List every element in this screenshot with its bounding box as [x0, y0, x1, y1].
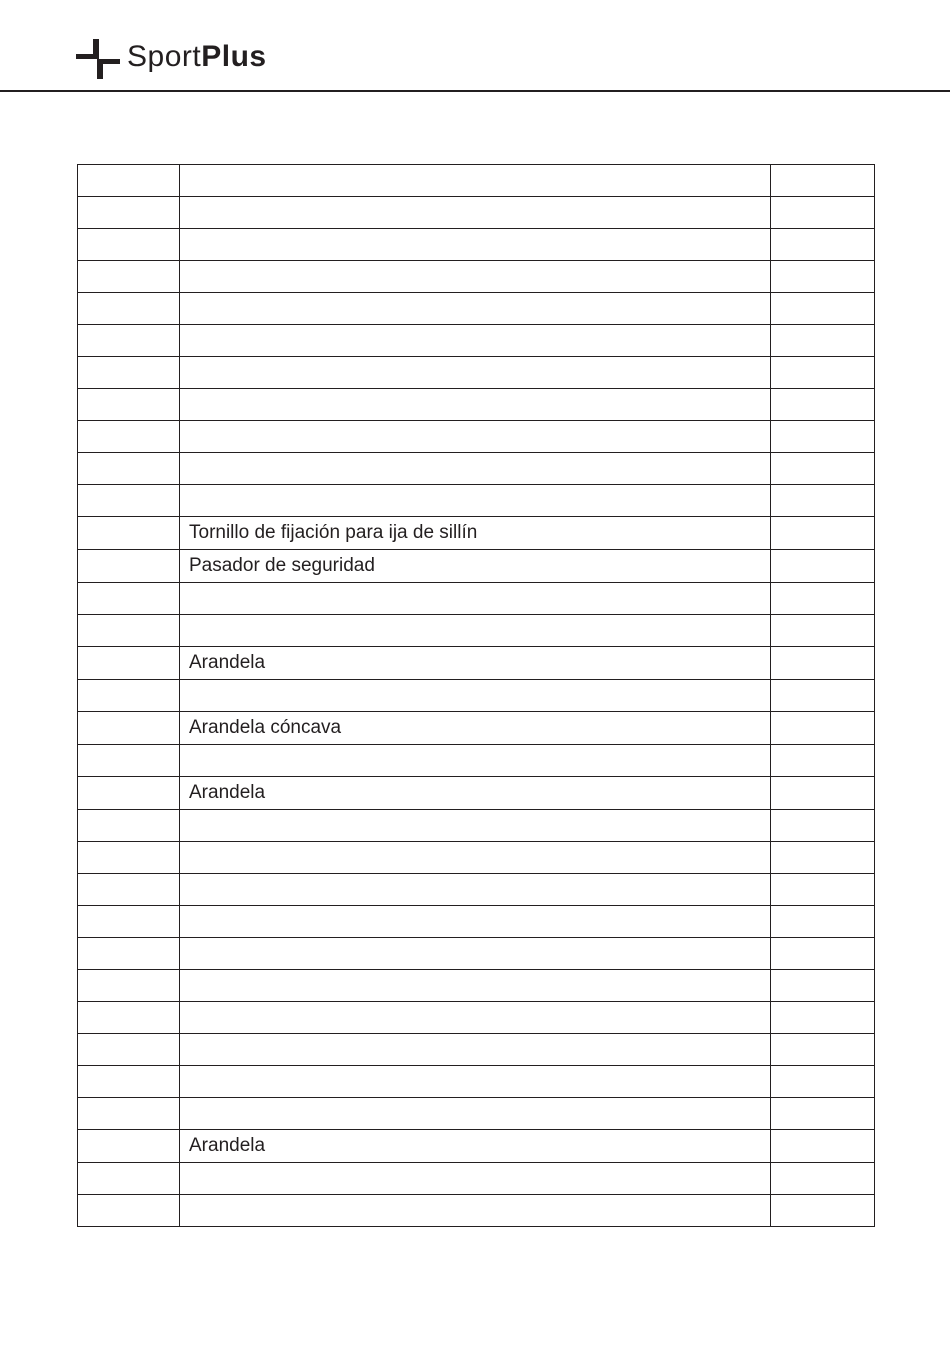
part-description-cell: [180, 680, 771, 712]
part-quantity-cell: [771, 745, 875, 777]
part-number-cell: [78, 680, 180, 712]
part-number-cell: [78, 389, 180, 421]
brand-name-bold: Plus: [201, 40, 267, 73]
table-row: [78, 970, 875, 1002]
table-row: [78, 325, 875, 357]
table-row: [78, 389, 875, 421]
part-quantity-cell: [771, 421, 875, 453]
part-quantity-cell: [771, 842, 875, 874]
part-number-cell: [78, 1098, 180, 1130]
part-number-cell: [78, 165, 180, 197]
part-quantity-cell: [771, 325, 875, 357]
part-description-cell: [180, 810, 771, 842]
part-quantity-cell: [771, 261, 875, 293]
part-description-cell: [180, 389, 771, 421]
table-row: [78, 293, 875, 325]
table-row: [78, 421, 875, 453]
part-quantity-cell: [771, 197, 875, 229]
part-quantity-cell: [771, 293, 875, 325]
part-description-cell: [180, 615, 771, 647]
table-row: [78, 229, 875, 261]
part-quantity-cell: [771, 810, 875, 842]
part-quantity-cell: [771, 777, 875, 810]
table-row: [78, 1066, 875, 1098]
part-number-cell: [78, 842, 180, 874]
part-number-cell: [78, 970, 180, 1002]
part-number-cell: [78, 1195, 180, 1227]
part-description-cell: [180, 421, 771, 453]
table-row: [78, 647, 875, 680]
part-number-cell: [78, 1130, 180, 1163]
part-number-cell: [78, 293, 180, 325]
part-number-cell: [78, 615, 180, 647]
part-number-cell: [78, 229, 180, 261]
part-quantity-cell: [771, 1034, 875, 1066]
part-quantity-cell: [771, 906, 875, 938]
part-description-cell: [180, 293, 771, 325]
table-row: [78, 517, 875, 550]
table-row: [78, 1130, 875, 1163]
part-description-cell: [180, 842, 771, 874]
part-description-cell: [180, 1002, 771, 1034]
part-description-cell: [180, 583, 771, 615]
part-description-cell: [180, 745, 771, 777]
part-number-cell: [78, 357, 180, 389]
table-row: [78, 842, 875, 874]
part-quantity-cell: [771, 647, 875, 680]
part-quantity-cell: [771, 712, 875, 745]
part-quantity-cell: [771, 453, 875, 485]
part-quantity-cell: [771, 1163, 875, 1195]
part-description-cell: [180, 906, 771, 938]
part-quantity-cell: [771, 615, 875, 647]
part-number-cell: [78, 777, 180, 810]
part-description-cell: [180, 1034, 771, 1066]
part-quantity-cell: [771, 517, 875, 550]
part-number-cell: [78, 1002, 180, 1034]
table-row: [78, 583, 875, 615]
table-row: [78, 1098, 875, 1130]
part-description-cell: [180, 1195, 771, 1227]
table-row: [78, 906, 875, 938]
part-quantity-cell: [771, 680, 875, 712]
part-number-cell: [78, 1163, 180, 1195]
table-row: [78, 1002, 875, 1034]
table-row: [78, 810, 875, 842]
part-quantity-cell: [771, 357, 875, 389]
part-description-cell: Tornillo de fijación para ija de sillín: [180, 517, 771, 550]
brand-name: [127, 34, 267, 80]
part-number-cell: [78, 197, 180, 229]
table-row: [78, 1163, 875, 1195]
part-description-cell: [180, 261, 771, 293]
sportplus-cross-icon: [76, 36, 120, 82]
part-quantity-cell: [771, 970, 875, 1002]
part-description-cell: Arandela: [180, 777, 771, 810]
part-quantity-cell: [771, 1002, 875, 1034]
part-number-cell: [78, 583, 180, 615]
part-quantity-cell: [771, 229, 875, 261]
part-quantity-cell: [771, 938, 875, 970]
part-quantity-cell: [771, 550, 875, 583]
part-number-cell: [78, 938, 180, 970]
part-description-cell: [180, 874, 771, 906]
part-quantity-cell: [771, 583, 875, 615]
part-number-cell: [78, 647, 180, 680]
part-quantity-cell: [771, 1098, 875, 1130]
part-description-cell: [180, 970, 771, 1002]
table-row: [78, 1034, 875, 1066]
part-description-cell: [180, 1066, 771, 1098]
part-number-cell: [78, 261, 180, 293]
part-quantity-cell: [771, 389, 875, 421]
table-row: [78, 261, 875, 293]
part-description-cell: [180, 197, 771, 229]
part-description-cell: Arandela: [180, 1130, 771, 1163]
part-description-cell: [180, 1163, 771, 1195]
part-description-cell: [180, 165, 771, 197]
table-row: [78, 745, 875, 777]
part-number-cell: [78, 1034, 180, 1066]
table-row: [78, 1195, 875, 1227]
part-quantity-cell: [771, 1195, 875, 1227]
part-quantity-cell: [771, 1066, 875, 1098]
part-description-cell: Pasador de seguridad: [180, 550, 771, 583]
part-number-cell: [78, 745, 180, 777]
part-description-cell: Arandela cóncava: [180, 712, 771, 745]
table-row: [78, 453, 875, 485]
table-row: [78, 165, 875, 197]
part-description-cell: [180, 1098, 771, 1130]
part-number-cell: [78, 906, 180, 938]
part-description-cell: [180, 357, 771, 389]
table-row: [78, 550, 875, 583]
part-number-cell: [78, 1066, 180, 1098]
table-row: [78, 874, 875, 906]
part-number-cell: [78, 712, 180, 745]
part-number-cell: [78, 453, 180, 485]
table-row: [78, 938, 875, 970]
table-row: [78, 615, 875, 647]
header-divider: [0, 90, 950, 92]
part-number-cell: [78, 325, 180, 357]
table-row: [78, 197, 875, 229]
part-description-cell: Arandela: [180, 647, 771, 680]
part-description-cell: [180, 485, 771, 517]
page-header: [0, 0, 950, 92]
part-description-cell: [180, 453, 771, 485]
table-row: [78, 777, 875, 810]
parts-table-body: [78, 165, 875, 1227]
sportplus-logo: [76, 36, 267, 82]
part-description-cell: [180, 938, 771, 970]
part-description-cell: [180, 229, 771, 261]
part-number-cell: [78, 421, 180, 453]
part-number-cell: [78, 810, 180, 842]
part-description-cell: [180, 325, 771, 357]
part-number-cell: [78, 485, 180, 517]
table-row: [78, 485, 875, 517]
part-quantity-cell: [771, 874, 875, 906]
brand-name-regular: Sport: [127, 40, 202, 73]
parts-list-table: [77, 164, 875, 1227]
table-row: [78, 680, 875, 712]
part-number-cell: [78, 550, 180, 583]
part-quantity-cell: [771, 1130, 875, 1163]
table-row: [78, 712, 875, 745]
part-number-cell: [78, 874, 180, 906]
table-row: [78, 357, 875, 389]
part-quantity-cell: [771, 165, 875, 197]
part-quantity-cell: [771, 485, 875, 517]
part-number-cell: [78, 517, 180, 550]
